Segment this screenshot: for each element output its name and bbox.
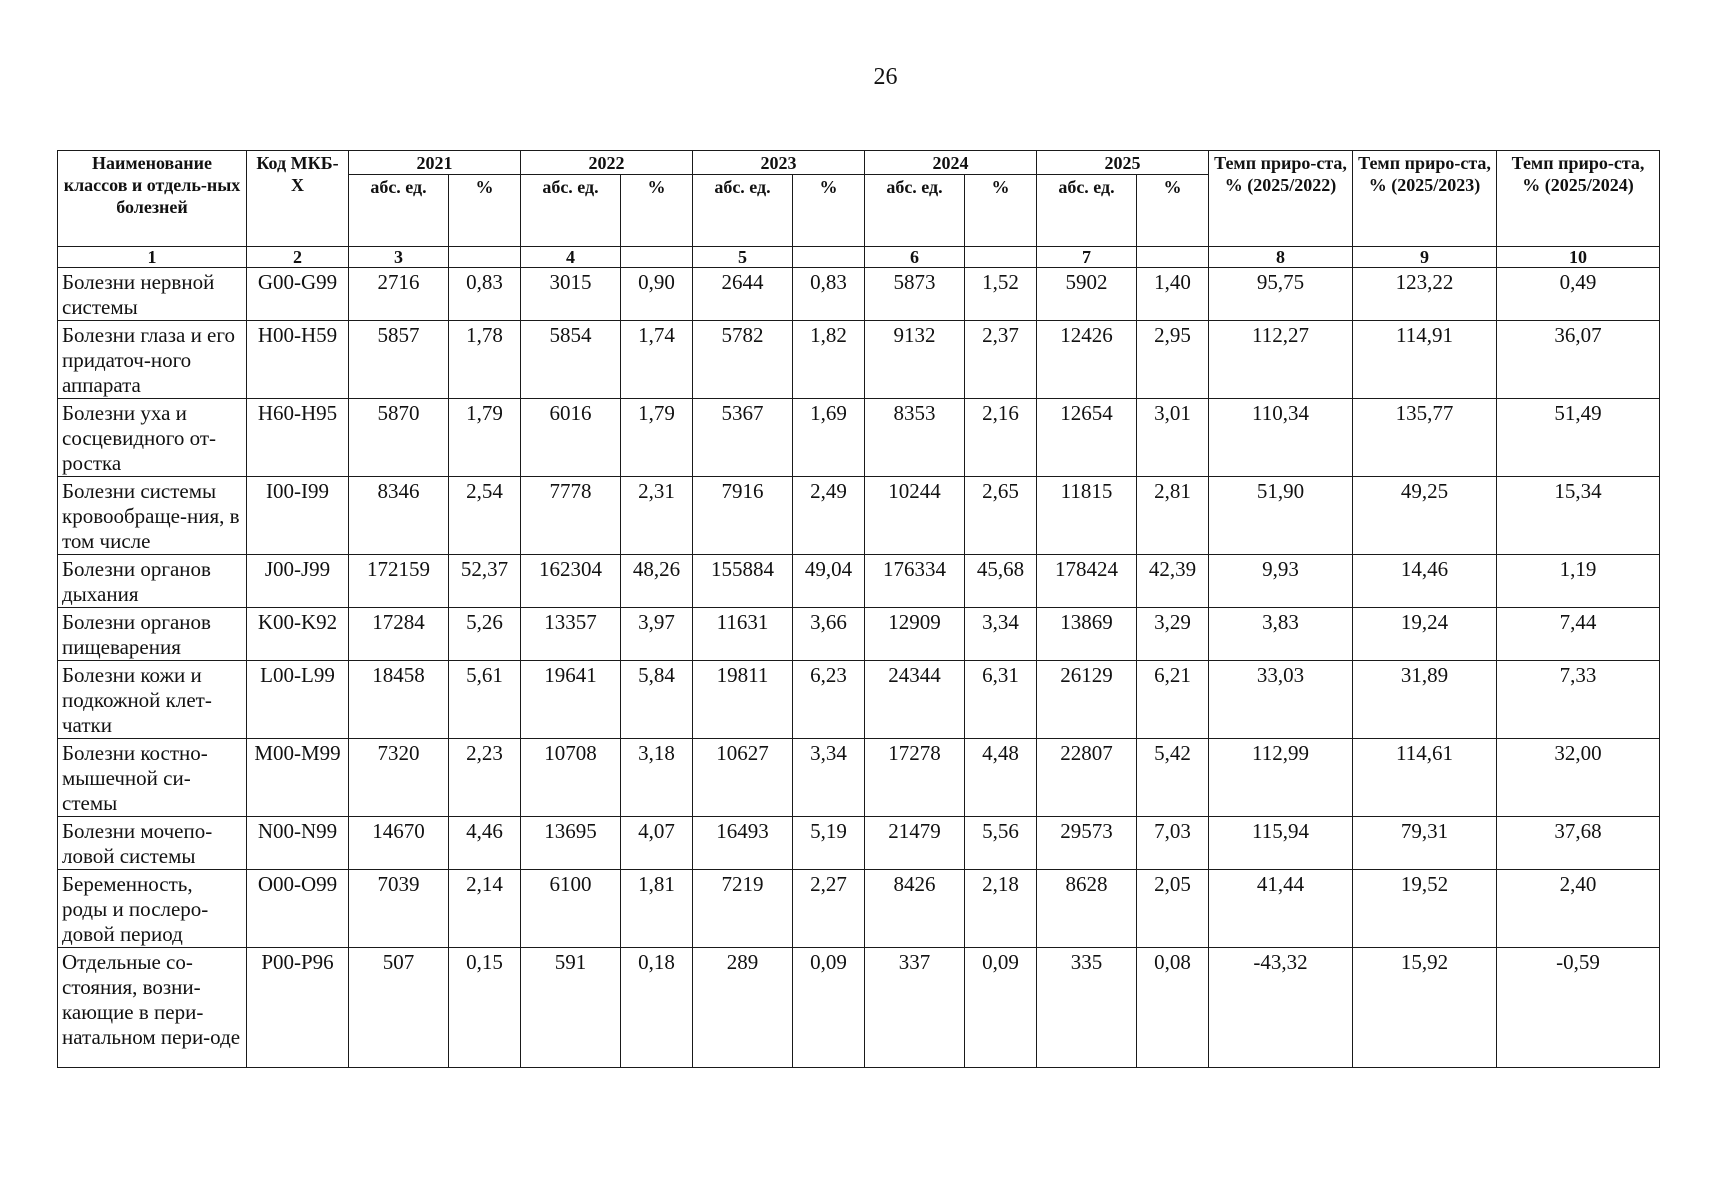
col-header-year-2023: 2023 [693,151,865,175]
col-header-rate-2025-2022: Темп приро-ста, % (2025/2022) [1209,151,1353,247]
abs-2024-cell: 24344 [865,661,965,739]
disease-class-name-cell: Отдельные со-стояния, возни-кающие в пери-натальном пери-оде [58,948,247,1068]
pct-2022-cell: 4,07 [621,817,693,870]
pct-2025-cell: 42,39 [1137,555,1209,608]
pct-2023-cell: 1,82 [793,321,865,399]
disease-class-name-cell: Болезни мочепо-ловой системы [58,817,247,870]
pct-2023-cell: 5,19 [793,817,865,870]
rate-2025-2023-cell: 31,89 [1353,661,1497,739]
rate-2025-2023-cell: 123,22 [1353,268,1497,321]
column-index: 4 [521,247,621,268]
column-index: 5 [693,247,793,268]
rate-2025-2024-cell: 7,33 [1497,661,1660,739]
column-index: 9 [1353,247,1497,268]
pct-2021-cell: 1,79 [449,399,521,477]
pct-2022-cell: 3,97 [621,608,693,661]
pct-2021-cell: 2,54 [449,477,521,555]
col-header-pct: % [621,175,693,247]
table-row [58,817,1660,870]
pct-2023-cell: 0,09 [793,948,865,1068]
col-header-pct: % [449,175,521,247]
pct-2025-cell: 0,08 [1137,948,1209,1068]
col-header-abs: абс. ед. [349,175,449,247]
rate-2025-2022-cell: 95,75 [1209,268,1353,321]
rate-2025-2023-cell: 135,77 [1353,399,1497,477]
abs-2024-cell: 8353 [865,399,965,477]
abs-2022-cell: 6100 [521,870,621,948]
icd-code-cell: H00-H59 [247,321,349,399]
icd-code-cell: G00-G99 [247,268,349,321]
abs-2022-cell: 13357 [521,608,621,661]
pct-2023-cell: 3,34 [793,739,865,817]
abs-2025-cell: 8628 [1037,870,1137,948]
table-row [58,399,1660,477]
table-row [58,555,1660,608]
abs-2024-cell: 17278 [865,739,965,817]
abs-2023-cell: 155884 [693,555,793,608]
disease-class-name-cell: Болезни глаза и его придаточ-ного аппарата [58,321,247,399]
rate-2025-2023-cell: 49,25 [1353,477,1497,555]
rate-2025-2024-cell: 1,19 [1497,555,1660,608]
icd-code-cell: H60-H95 [247,399,349,477]
icd-code-cell: P00-P96 [247,948,349,1068]
abs-2022-cell: 7778 [521,477,621,555]
rate-2025-2022-cell: 112,27 [1209,321,1353,399]
rate-2025-2022-cell: 110,34 [1209,399,1353,477]
disease-class-name-cell: Болезни системы кровообраще-ния, в том числе [58,477,247,555]
pct-2024-cell: 2,37 [965,321,1037,399]
pct-2024-cell: 0,09 [965,948,1037,1068]
col-header-rate-2025-2023: Темп приро-ста, % (2025/2023) [1353,151,1497,247]
abs-2024-cell: 176334 [865,555,965,608]
column-index: 3 [349,247,449,268]
rate-2025-2023-cell: 114,91 [1353,321,1497,399]
page-number: 26 [873,64,898,90]
icd-code-cell: J00-J99 [247,555,349,608]
disease-class-name-cell: Болезни нервной системы [58,268,247,321]
pct-2025-cell: 3,29 [1137,608,1209,661]
column-index-empty [793,247,865,268]
abs-2025-cell: 12654 [1037,399,1137,477]
col-header-code: Код МКБ-Х [247,151,349,247]
rate-2025-2024-cell: 0,49 [1497,268,1660,321]
col-header-year-2025: 2025 [1037,151,1209,175]
rate-2025-2024-cell: 7,44 [1497,608,1660,661]
rate-2025-2023-cell: 114,61 [1353,739,1497,817]
col-header-year-2022: 2022 [521,151,693,175]
pct-2022-cell: 0,90 [621,268,693,321]
pct-2024-cell: 2,65 [965,477,1037,555]
abs-2024-cell: 9132 [865,321,965,399]
icd-code-cell: M00-M99 [247,739,349,817]
col-header-abs: абс. ед. [1037,175,1137,247]
col-header-year-2021: 2021 [349,151,521,175]
rate-2025-2022-cell: 51,90 [1209,477,1353,555]
abs-2025-cell: 12426 [1037,321,1137,399]
abs-2025-cell: 29573 [1037,817,1137,870]
disease-class-name-cell: Болезни уха и сосцевидного от-ростка [58,399,247,477]
abs-2024-cell: 337 [865,948,965,1068]
table-row [58,870,1660,948]
pct-2024-cell: 6,31 [965,661,1037,739]
abs-2023-cell: 289 [693,948,793,1068]
pct-2022-cell: 1,79 [621,399,693,477]
pct-2022-cell: 1,74 [621,321,693,399]
icd-code-cell: N00-N99 [247,817,349,870]
table-row [58,268,1660,321]
pct-2023-cell: 3,66 [793,608,865,661]
abs-2023-cell: 11631 [693,608,793,661]
pct-2022-cell: 48,26 [621,555,693,608]
pct-2025-cell: 2,05 [1137,870,1209,948]
column-index-empty [965,247,1037,268]
abs-2023-cell: 7219 [693,870,793,948]
abs-2021-cell: 7039 [349,870,449,948]
abs-2023-cell: 2644 [693,268,793,321]
abs-2021-cell: 5870 [349,399,449,477]
column-index-row [58,247,1660,268]
abs-2021-cell: 17284 [349,608,449,661]
pct-2023-cell: 2,49 [793,477,865,555]
abs-2021-cell: 18458 [349,661,449,739]
abs-2025-cell: 13869 [1037,608,1137,661]
pct-2022-cell: 1,81 [621,870,693,948]
rate-2025-2022-cell: 33,03 [1209,661,1353,739]
pct-2023-cell: 6,23 [793,661,865,739]
rate-2025-2023-cell: 19,52 [1353,870,1497,948]
rate-2025-2024-cell: 15,34 [1497,477,1660,555]
icd-code-cell: I00-I99 [247,477,349,555]
abs-2021-cell: 14670 [349,817,449,870]
column-index: 1 [58,247,247,268]
table-row [58,948,1660,1068]
rate-2025-2024-cell: -0,59 [1497,948,1660,1068]
morbidity-table [57,150,1660,1068]
abs-2021-cell: 8346 [349,477,449,555]
column-index-empty [1137,247,1209,268]
rate-2025-2022-cell: 112,99 [1209,739,1353,817]
table-row [58,608,1660,661]
icd-code-cell: O00-O99 [247,870,349,948]
rate-2025-2024-cell: 51,49 [1497,399,1660,477]
rate-2025-2023-cell: 79,31 [1353,817,1497,870]
pct-2021-cell: 5,26 [449,608,521,661]
pct-2025-cell: 7,03 [1137,817,1209,870]
pct-2022-cell: 0,18 [621,948,693,1068]
abs-2021-cell: 172159 [349,555,449,608]
abs-2022-cell: 13695 [521,817,621,870]
pct-2023-cell: 1,69 [793,399,865,477]
abs-2023-cell: 5367 [693,399,793,477]
abs-2025-cell: 335 [1037,948,1137,1068]
abs-2021-cell: 2716 [349,268,449,321]
abs-2022-cell: 3015 [521,268,621,321]
abs-2023-cell: 19811 [693,661,793,739]
rate-2025-2024-cell: 32,00 [1497,739,1660,817]
column-index: 8 [1209,247,1353,268]
pct-2024-cell: 2,18 [965,870,1037,948]
pct-2025-cell: 6,21 [1137,661,1209,739]
pct-2023-cell: 49,04 [793,555,865,608]
col-header-abs: абс. ед. [693,175,793,247]
pct-2025-cell: 2,95 [1137,321,1209,399]
pct-2025-cell: 1,40 [1137,268,1209,321]
rate-2025-2024-cell: 37,68 [1497,817,1660,870]
abs-2021-cell: 5857 [349,321,449,399]
rate-2025-2023-cell: 19,24 [1353,608,1497,661]
table-row [58,739,1660,817]
pct-2021-cell: 5,61 [449,661,521,739]
abs-2021-cell: 507 [349,948,449,1068]
pct-2024-cell: 3,34 [965,608,1037,661]
col-header-pct: % [1137,175,1209,247]
rate-2025-2022-cell: 3,83 [1209,608,1353,661]
abs-2022-cell: 19641 [521,661,621,739]
rate-2025-2022-cell: -43,32 [1209,948,1353,1068]
pct-2021-cell: 1,78 [449,321,521,399]
abs-2025-cell: 22807 [1037,739,1137,817]
disease-class-name-cell: Болезни органов дыхания [58,555,247,608]
pct-2023-cell: 0,83 [793,268,865,321]
rate-2025-2022-cell: 9,93 [1209,555,1353,608]
pct-2021-cell: 52,37 [449,555,521,608]
icd-code-cell: K00-K92 [247,608,349,661]
rate-2025-2023-cell: 14,46 [1353,555,1497,608]
col-header-rate-2025-2024: Темп приро-ста, % (2025/2024) [1497,151,1660,247]
abs-2023-cell: 10627 [693,739,793,817]
disease-class-name-cell: Болезни кожи и подкожной клет-чатки [58,661,247,739]
pct-2024-cell: 2,16 [965,399,1037,477]
abs-2023-cell: 5782 [693,321,793,399]
table-body [58,247,1660,1068]
pct-2021-cell: 4,46 [449,817,521,870]
abs-2025-cell: 11815 [1037,477,1137,555]
disease-class-name-cell: Беременность, роды и послеро-довой период [58,870,247,948]
table-row [58,321,1660,399]
abs-2022-cell: 5854 [521,321,621,399]
col-header-pct: % [793,175,865,247]
abs-2022-cell: 6016 [521,399,621,477]
pct-2025-cell: 2,81 [1137,477,1209,555]
rate-2025-2024-cell: 36,07 [1497,321,1660,399]
pct-2025-cell: 3,01 [1137,399,1209,477]
col-header-year-2024: 2024 [865,151,1037,175]
pct-2022-cell: 3,18 [621,739,693,817]
disease-class-name-cell: Болезни костно-мышечной си-стемы [58,739,247,817]
disease-class-name-cell: Болезни органов пищеварения [58,608,247,661]
column-index: 2 [247,247,349,268]
pct-2021-cell: 0,15 [449,948,521,1068]
table-row [58,477,1660,555]
rate-2025-2022-cell: 115,94 [1209,817,1353,870]
column-index-empty [449,247,521,268]
pct-2021-cell: 2,14 [449,870,521,948]
pct-2025-cell: 5,42 [1137,739,1209,817]
rate-2025-2022-cell: 41,44 [1209,870,1353,948]
col-header-abs: абс. ед. [521,175,621,247]
abs-2023-cell: 16493 [693,817,793,870]
abs-2025-cell: 26129 [1037,661,1137,739]
pct-2022-cell: 2,31 [621,477,693,555]
pct-2021-cell: 0,83 [449,268,521,321]
column-index: 10 [1497,247,1660,268]
pct-2022-cell: 5,84 [621,661,693,739]
abs-2024-cell: 10244 [865,477,965,555]
rate-2025-2024-cell: 2,40 [1497,870,1660,948]
icd-code-cell: L00-L99 [247,661,349,739]
abs-2022-cell: 591 [521,948,621,1068]
abs-2024-cell: 5873 [865,268,965,321]
abs-2021-cell: 7320 [349,739,449,817]
abs-2024-cell: 8426 [865,870,965,948]
column-index: 7 [1037,247,1137,268]
abs-2025-cell: 178424 [1037,555,1137,608]
abs-2024-cell: 12909 [865,608,965,661]
abs-2023-cell: 7916 [693,477,793,555]
pct-2024-cell: 1,52 [965,268,1037,321]
col-header-name: Наименование классов и отдель-ных болезней [58,151,247,247]
col-header-abs: абс. ед. [865,175,965,247]
pct-2024-cell: 5,56 [965,817,1037,870]
pct-2021-cell: 2,23 [449,739,521,817]
abs-2024-cell: 21479 [865,817,965,870]
column-index-empty [621,247,693,268]
abs-2022-cell: 10708 [521,739,621,817]
pct-2024-cell: 4,48 [965,739,1037,817]
header-row [58,151,1660,175]
pct-2023-cell: 2,27 [793,870,865,948]
abs-2025-cell: 5902 [1037,268,1137,321]
abs-2022-cell: 162304 [521,555,621,608]
column-index: 6 [865,247,965,268]
rate-2025-2023-cell: 15,92 [1353,948,1497,1068]
col-header-pct: % [965,175,1037,247]
table-row [58,661,1660,739]
pct-2024-cell: 45,68 [965,555,1037,608]
